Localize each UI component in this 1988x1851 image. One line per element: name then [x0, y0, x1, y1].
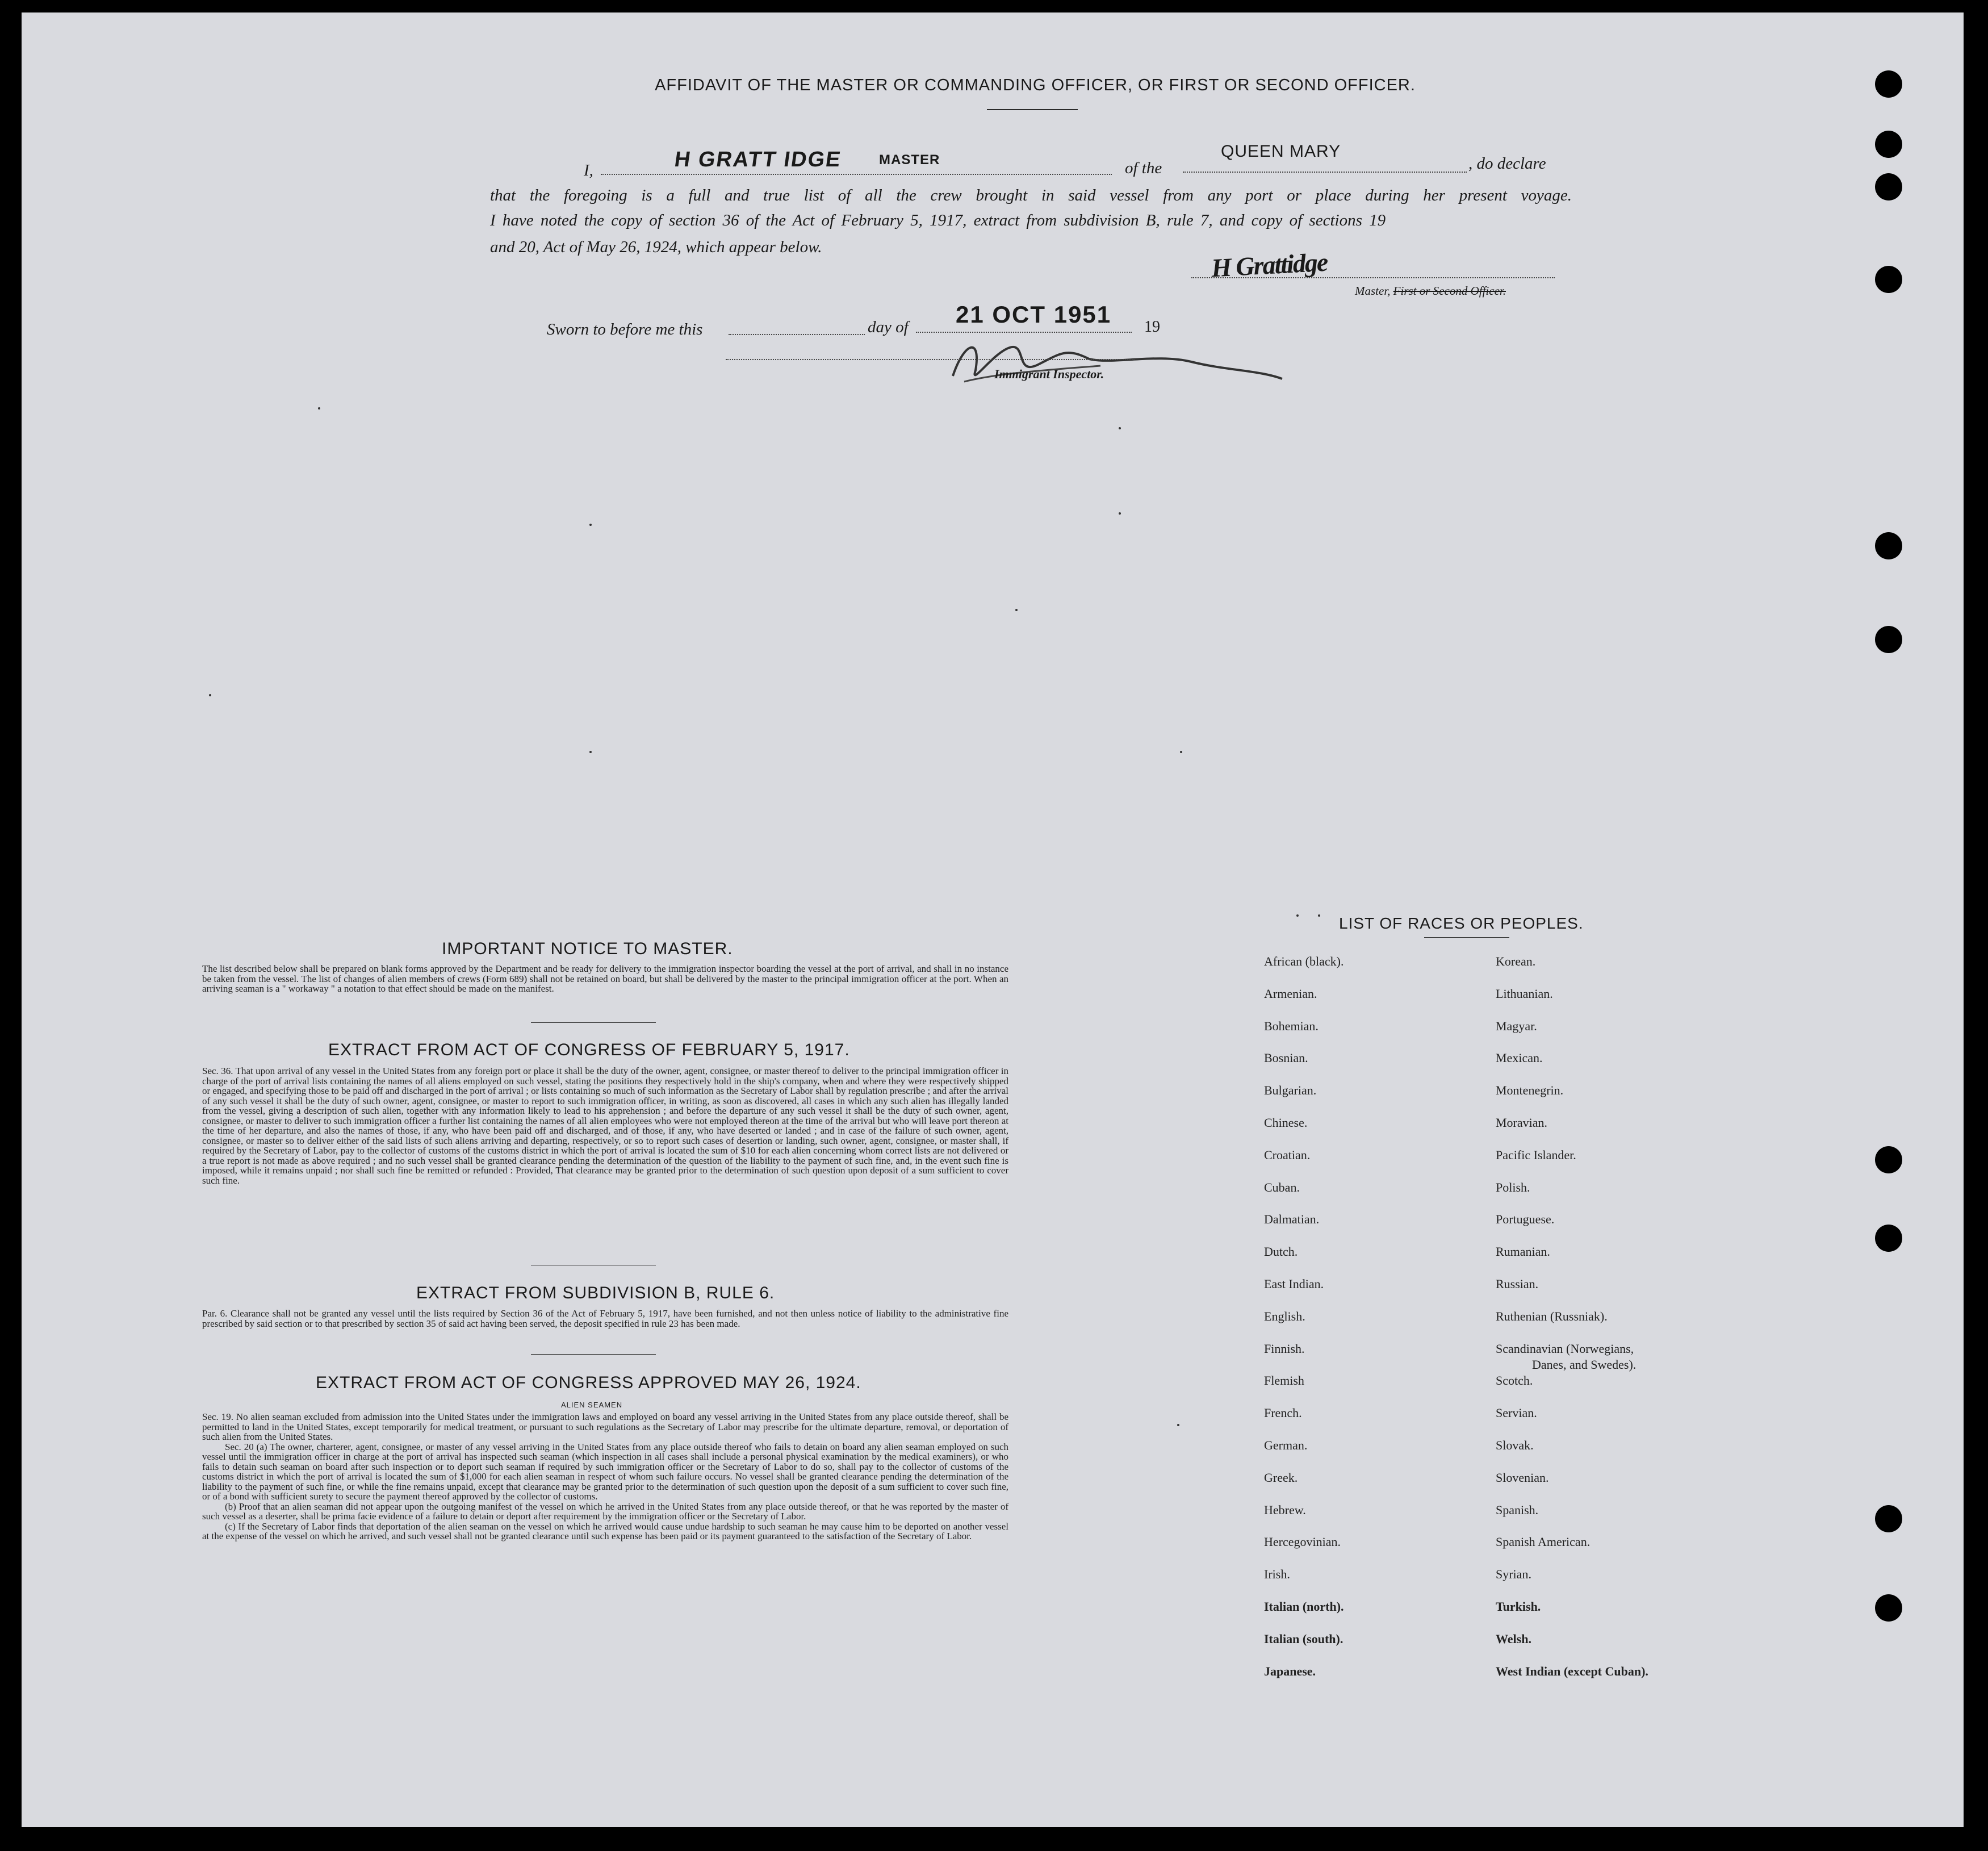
- race-item: Mexican.: [1496, 1051, 1543, 1066]
- race-item: Polish.: [1496, 1180, 1530, 1194]
- race-item: German.: [1264, 1438, 1308, 1452]
- race-item: Pacific Islander.: [1496, 1147, 1576, 1162]
- inspector-signature-line: [726, 359, 1135, 360]
- document-sheet: [22, 12, 1964, 1827]
- affidavit-title: AFFIDAVIT OF THE MASTER OR COMMANDING OFFICER, OR FIRST OR SECOND OFFICER.: [655, 76, 1416, 94]
- master-name-line: [601, 174, 1112, 175]
- race-continuation: Danes, and Swedes).: [1532, 1357, 1637, 1372]
- race-item: Cuban.: [1264, 1180, 1300, 1194]
- section-rule: [531, 1022, 656, 1023]
- race-item: French.: [1264, 1406, 1302, 1420]
- sec-20a: Sec. 20 (a) The owner, charterer, agent, consignee, or master of any vessel arriving in the United States from any place outside thereof who fails to detain on board any alien seaman employed on such vessel until the immigration officer in charge at the port of arrival has inspected such seaman (which inspection in all cases shall include a personal physical examination by the medical examiners), or who fails to detain such seaman on board after such inspection or to deport such seaman if required by such immigration officer or the Secretary of Labor to do so, shall pay to the collector of customs of the customs district in which the port of arrival is located the sum of $1,000 for each alien seaman in respect of whom such failure occurs. No vessel shall be granted clearance pending the determination of the liability to the payment of such fine, or while the fine remains unpaid, except that clearance may be granted prior to the determination of such question upon the deposit of a sum sufficient to cover such fine, or of a bond with sufficient surety to secure the payment thereof approved by the collector of customs.: [202, 1441, 1008, 1502]
- speck: [1177, 1424, 1179, 1426]
- vessel-name: QUEEN MARY: [1221, 142, 1341, 161]
- master-rank-stamp: MASTER: [879, 152, 940, 168]
- sworn-label: Sworn to before me this: [547, 320, 703, 339]
- sec-20c: (c) If the Secretary of Labor finds that deportation of the alien seaman on the vessel on which he arrived would cause undue hardship to such seaman he may cause him to be deported on another vessel at the expense of the vessel on which he arrived, and such vessel shall not be granted clearance until such expense has been paid or its payment guaranteed to the satisfaction of the Secretary of Labor.: [202, 1520, 1008, 1541]
- speck: [1119, 427, 1121, 429]
- race-item: Magyar.: [1496, 1018, 1537, 1033]
- race-item: Scotch.: [1496, 1373, 1533, 1388]
- extract-1924-title: EXTRACT FROM ACT OF CONGRESS APPROVED MAY 26, 1924.: [316, 1373, 861, 1392]
- punch-hole: [1875, 266, 1902, 293]
- races-title: LIST OF RACES OR PEOPLES.: [1339, 914, 1584, 932]
- affidavit-line-4: and 20, Act of May 26, 1924, which appear below.: [490, 238, 822, 256]
- punch-hole: [1875, 131, 1902, 158]
- punch-hole: [1875, 70, 1902, 98]
- race-item: Italian (south).: [1264, 1631, 1344, 1646]
- master-signature: H Grattidge: [1210, 247, 1328, 283]
- race-item: Russian.: [1496, 1277, 1539, 1291]
- race-item: Portuguese.: [1496, 1212, 1555, 1227]
- race-item: Flemish: [1264, 1373, 1304, 1388]
- speck: [1318, 914, 1320, 917]
- master-caption-text: Master,: [1355, 284, 1391, 298]
- rule-6-body: Par. 6. Clearance shall not be granted any vessel until the lists required by Section 36 of the Act of February 5, 1917, have been furnished, and not then unless notice of liability to the administrative fine prescribed by said section or to that prescribed by section 35 of said act having been served, the deposit specified in rule 23 has been made.: [202, 1308, 1008, 1329]
- affidavit-line-3: I have noted the copy of section 36 of the Act of February 5, 1917, extract from subdivision B, rule 7, and copy of sections 19: [490, 211, 1386, 229]
- race-item: Chinese.: [1264, 1115, 1308, 1130]
- race-item: Bosnian.: [1264, 1051, 1308, 1066]
- race-item: Finnish.: [1264, 1341, 1305, 1356]
- punch-hole: [1875, 1146, 1902, 1173]
- punch-hole: [1875, 1594, 1902, 1622]
- race-item: Irish.: [1264, 1567, 1290, 1582]
- speck: [589, 524, 592, 526]
- races-title-rule: [1424, 937, 1509, 938]
- race-item: Ruthenian (Russniak).: [1496, 1309, 1608, 1323]
- race-item: Dutch.: [1264, 1244, 1298, 1259]
- notice-body: The list described below shall be prepared on blank forms approved by the Department and be ready for delivery to the immigration inspector boarding the vessel at the port of arrival, and shall in no instance be taken from the vessel. The list of changes of alien members of crews (Form 689) shall not be retained on board, but shall be delivered by the master to the principal immigration officer at the port. When an arriving seaman is a " workaway " a notation to that effect should be made on the manifest.: [202, 963, 1008, 994]
- race-item: Croatian.: [1264, 1147, 1311, 1162]
- race-item: Welsh.: [1496, 1631, 1531, 1646]
- speck: [1119, 512, 1121, 515]
- race-item: Syrian.: [1496, 1567, 1531, 1582]
- section-rule: [531, 1354, 656, 1355]
- punch-hole: [1875, 626, 1902, 653]
- extract-1917-title: EXTRACT FROM ACT OF CONGRESS OF FEBRUARY 5, 1917.: [328, 1041, 850, 1059]
- race-item: Slovak.: [1496, 1438, 1534, 1452]
- race-item: Montenegrin.: [1496, 1083, 1564, 1098]
- race-item: Japanese.: [1264, 1664, 1316, 1678]
- race-item: Dalmatian.: [1264, 1212, 1320, 1227]
- year-prefix: 19: [1144, 318, 1160, 336]
- affidavit-line-2: that the foregoing is a full and true list of all the crew brought in said vessel from any port or place during her present voyage.: [490, 186, 1572, 204]
- sworn-date-stamp: 21 OCT 1951: [956, 301, 1112, 328]
- race-item: Korean.: [1496, 954, 1536, 968]
- race-item: Rumanian.: [1496, 1244, 1550, 1259]
- race-item: Spanish American.: [1496, 1535, 1591, 1549]
- punch-hole: [1875, 1505, 1902, 1532]
- master-caption: [1355, 284, 1506, 298]
- notice-title: IMPORTANT NOTICE TO MASTER.: [442, 939, 733, 958]
- race-item: Greek.: [1264, 1470, 1298, 1485]
- of-the-label: of the: [1125, 159, 1162, 177]
- punch-hole: [1875, 532, 1902, 559]
- rule-6-title: EXTRACT FROM SUBDIVISION B, RULE 6.: [416, 1284, 775, 1302]
- race-item: Servian.: [1496, 1406, 1537, 1420]
- day-of-label: day of: [868, 318, 909, 336]
- punch-hole: [1875, 1225, 1902, 1252]
- race-item: Moravian.: [1496, 1115, 1548, 1130]
- speck: [318, 407, 320, 410]
- alien-seamen-subtitle: ALIEN SEAMEN: [561, 1401, 623, 1409]
- race-item: West Indian (except Cuban).: [1496, 1664, 1648, 1678]
- punch-hole: [1875, 173, 1902, 200]
- race-item: English.: [1264, 1309, 1305, 1323]
- speck: [1015, 609, 1018, 611]
- race-item: Slovenian.: [1496, 1470, 1549, 1485]
- inspector-caption: Immigrant Inspector.: [994, 367, 1104, 381]
- i-label: I,: [584, 161, 593, 179]
- master-name-handwritten: H GRATT IDGE: [673, 148, 843, 172]
- sec-19: Sec. 19. No alien seaman excluded from admission into the United States under the immigration laws and employed on board any vessel arriving in the United States from any place outside thereof, shall be permitted to land in the United States, except temporarily for medical treatment, or pursuant to such regulations as the Secretary of Labor may prescribe for the ultimate departure, removal, or deportation of such alien from the United States.: [202, 1411, 1008, 1442]
- race-item: African (black).: [1264, 954, 1344, 968]
- race-item: Scandinavian (Norwegians,: [1496, 1341, 1634, 1356]
- speck: [1296, 914, 1299, 917]
- extract-1924-body: [202, 1412, 1008, 1541]
- do-declare-label: , do declare: [1468, 154, 1546, 173]
- master-caption-struck: First or Second Officer.: [1393, 284, 1506, 298]
- race-item: Lithuanian.: [1496, 986, 1553, 1001]
- speck: [1180, 751, 1182, 753]
- sworn-day-line: [729, 334, 865, 335]
- vessel-name-line: [1183, 172, 1467, 173]
- race-item: Spanish.: [1496, 1502, 1539, 1517]
- sec-20b: (b) Proof that an alien seaman did not appear upon the outgoing manifest of the vessel on which he arrived in the United States from any place outside thereof, or that he was reported by the master of such vessel as a deserter, shall be prima facie evidence of a failure to detain or deport after requirement by the immigration officer or the Secretary of Labor.: [202, 1501, 1008, 1522]
- race-item: East Indian.: [1264, 1277, 1324, 1291]
- extract-1917-body: Sec. 36. That upon arrival of any vessel in the United States from any foreign port or place it shall be the duty of the owner, agent, consignee, or master thereof to deliver to the principal immigration officer in charge of the port of arrival lists containing the names of all aliens employed on such vessel, stating the positions they respectively hold in the ship's company, when and where they were respectively shipped or engaged, and specifying those to be paid off and discharged in the port of arrival ; or lists containing so much of such information as the Secretary of Labor shall by regulation prescribe ; and after the arrival of any such vessel it shall be the duty of such owner, agent, consignee, or master to report to such immigration officer, in writing, as soon as discovered, all cases in which any such alien has illegally landed from the vessel, giving a description of such alien, together with any information likely to lead to his apprehension ; and before the departure of any such vessel it shall be the duty of such owner, agent, consignee, or master to deliver to such immigration officer a further list containing the names of all alien employees who were not employed thereon at the time of the arrival but who will leave port thereon at the time of her departure, and also the names of those, if any, who have been paid off and discharged, and of those, if any, who have deserted or landed ; and in case of the failure of such owner, agent, consignee, or master so to deliver either of the said lists of such aliens arriving and departing, respectively, or so to report such cases of desertion or landing, such owner, agent, consignee, or master shall, if required by the Secretary of Labor, pay to the collector of customs of the customs district in which the port of arrival is located the sum of $10 for each alien concerning whom correct lists are not delivered or a true report is not made as above required ; and no such vessel shall be granted clearance pending the determination of the question of the liability to the payment of such fine, and, in the event such fine is imposed, while it remains unpaid ; nor shall such fine be remitted or refunded : Provided, That clearance may be granted prior to the determination of such question upon deposit of a sum sufficient to cover such fine.: [202, 1066, 1008, 1186]
- speck: [209, 694, 211, 696]
- inspector-signature: [930, 331, 1294, 393]
- race-item: Hercegovinian.: [1264, 1535, 1341, 1549]
- speck: [589, 751, 592, 753]
- title-rule: [987, 109, 1078, 110]
- race-item: Bohemian.: [1264, 1018, 1319, 1033]
- race-item: Italian (north).: [1264, 1599, 1344, 1614]
- race-item: Bulgarian.: [1264, 1083, 1317, 1098]
- race-item: Hebrew.: [1264, 1502, 1306, 1517]
- race-item: Armenian.: [1264, 986, 1317, 1001]
- race-item: Turkish.: [1496, 1599, 1541, 1614]
